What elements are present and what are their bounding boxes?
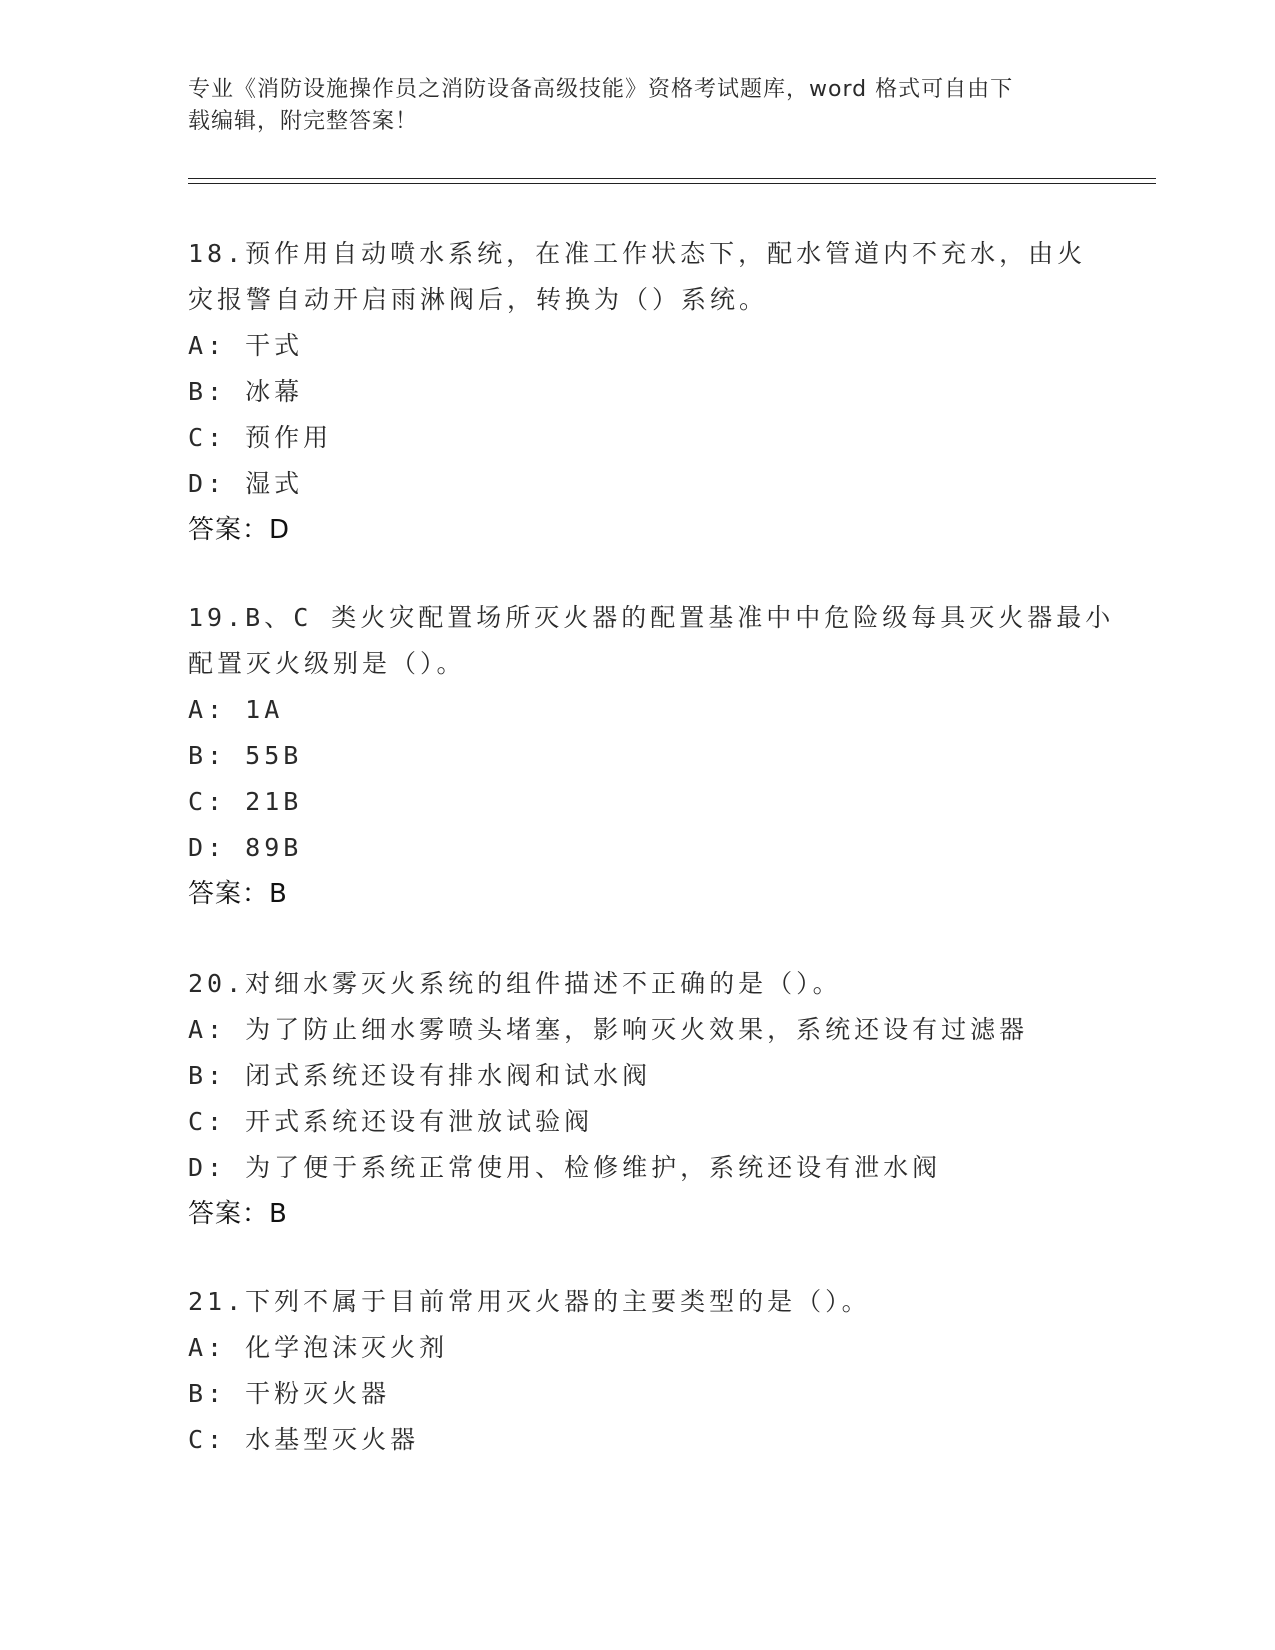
question-stem-continued: 灾报警自动开启雨淋阀后，转换为（）系统。	[188, 285, 769, 314]
option-c: C: 21B	[188, 787, 303, 816]
question-20	[188, 961, 1148, 1237]
answer-label: 答案：B	[188, 1199, 288, 1229]
option-d: D: 89B	[188, 833, 303, 862]
option-c: C: 水基型灭火器	[188, 1425, 420, 1454]
option-a: A: 干式	[188, 331, 304, 360]
option-a: A: 为了防止细水雾喷头堵塞，影响灭火效果，系统还设有过滤器	[188, 1015, 1029, 1044]
option-d: D: 湿式	[188, 469, 304, 498]
option-a: A: 1A	[188, 695, 284, 724]
question-21	[188, 1279, 1148, 1463]
header-line-2: 载编辑，附完整答案！	[188, 109, 419, 134]
question-stem: 19.B、C 类火灾配置场所灭火器的配置基准中中危险级每具灭火器最小	[188, 603, 1115, 632]
answer-label: 答案：B	[188, 879, 288, 909]
option-d: D: 为了便于系统正常使用、检修维护，系统还设有泄水阀	[188, 1153, 942, 1182]
question-stem: 18.预作用自动喷水系统，在准工作状态下，配水管道内不充水，由火	[188, 239, 1087, 268]
option-b: B: 干粉灭火器	[188, 1379, 391, 1408]
option-b: B: 55B	[188, 741, 303, 770]
option-c: C: 预作用	[188, 423, 333, 452]
option-b: B: 闭式系统还设有排水阀和试水阀	[188, 1061, 652, 1090]
option-c: C: 开式系统还设有泄放试验阀	[188, 1107, 594, 1136]
option-a: A: 化学泡沫灭火剂	[188, 1333, 449, 1362]
header-divider-bottom	[188, 183, 1156, 184]
question-19	[188, 595, 1148, 917]
header-divider-top	[188, 178, 1156, 179]
header-line-1: 专业《消防设施操作员之消防设备高级技能》资格考试题库，word 格式可自由下	[188, 77, 1014, 102]
answer-label: 答案：D	[188, 515, 291, 545]
question-stem: 21.下列不属于目前常用灭火器的主要类型的是（）。	[188, 1287, 871, 1316]
option-b: B: 冰幕	[188, 377, 304, 406]
question-stem-continued: 配置灭火级别是（）。	[188, 649, 466, 678]
question-stem: 20.对细水雾灭火系统的组件描述不正确的是（）。	[188, 969, 842, 998]
question-18	[188, 231, 1148, 553]
document-header	[188, 74, 1088, 138]
